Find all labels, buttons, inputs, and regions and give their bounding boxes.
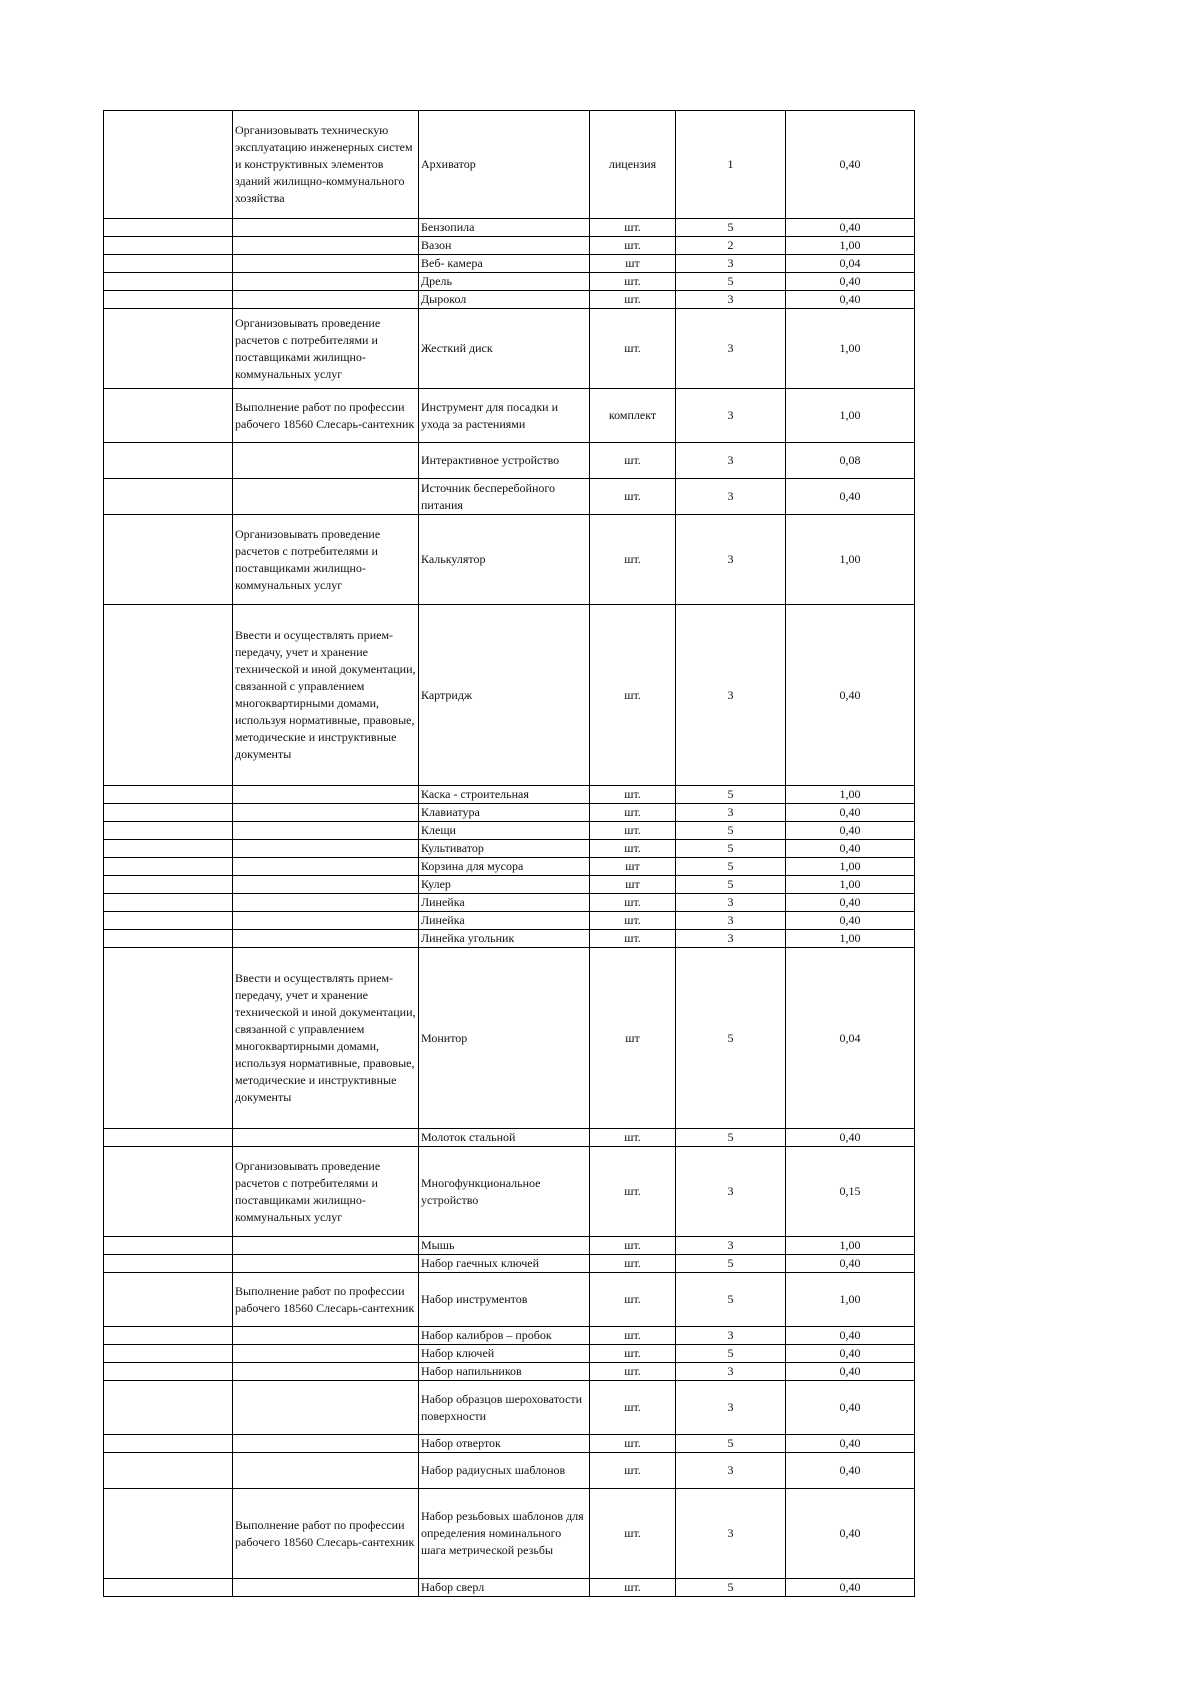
table-row xyxy=(104,1363,915,1381)
coefficient-cell: 0,08 xyxy=(786,443,915,479)
unit-cell: шт. xyxy=(590,219,676,237)
unit-cell: шт. xyxy=(590,822,676,840)
row-blank-cell xyxy=(104,1453,233,1489)
table-row xyxy=(104,930,915,948)
item-name-cell: Набор сверл xyxy=(419,1579,590,1597)
competency-cell: Выполнение работ по профессии рабочего 18560 Слесарь-сантехник xyxy=(233,1273,419,1327)
competency-cell xyxy=(233,1453,419,1489)
coefficient-cell: 0,40 xyxy=(786,111,915,219)
row-blank-cell xyxy=(104,786,233,804)
table-row xyxy=(104,1489,915,1579)
item-name-cell: Корзина для мусора xyxy=(419,858,590,876)
quantity-cell: 3 xyxy=(676,1489,786,1579)
competency-cell: Выполнение работ по профессии рабочего 18560 Слесарь-сантехник xyxy=(233,389,419,443)
item-name-cell: Инструмент для посадки и ухода за растениями xyxy=(419,389,590,443)
coefficient-cell: 1,00 xyxy=(786,389,915,443)
quantity-cell: 3 xyxy=(676,479,786,515)
coefficient-cell: 0,40 xyxy=(786,1435,915,1453)
coefficient-cell: 0,15 xyxy=(786,1147,915,1237)
row-blank-cell xyxy=(104,948,233,1129)
unit-cell: шт. xyxy=(590,1453,676,1489)
coefficient-cell: 0,40 xyxy=(786,1489,915,1579)
item-name-cell: Набор резьбовых шаблонов для определения номинального шага метрической резьбы xyxy=(419,1489,590,1579)
competency-cell xyxy=(233,273,419,291)
row-blank-cell xyxy=(104,840,233,858)
unit-cell: шт xyxy=(590,858,676,876)
quantity-cell: 5 xyxy=(676,1579,786,1597)
competency-cell xyxy=(233,443,419,479)
table-row xyxy=(104,1453,915,1489)
row-blank-cell xyxy=(104,515,233,605)
quantity-cell: 3 xyxy=(676,515,786,605)
unit-cell: лицензия xyxy=(590,111,676,219)
item-name-cell: Набор радиусных шаблонов xyxy=(419,1453,590,1489)
coefficient-cell: 0,40 xyxy=(786,804,915,822)
table-row xyxy=(104,948,915,1129)
unit-cell: шт xyxy=(590,255,676,273)
unit-cell: шт. xyxy=(590,1147,676,1237)
table-row xyxy=(104,1579,915,1597)
unit-cell: шт xyxy=(590,948,676,1129)
coefficient-cell: 0,40 xyxy=(786,1363,915,1381)
unit-cell: шт xyxy=(590,876,676,894)
competency-cell xyxy=(233,1255,419,1273)
row-blank-cell xyxy=(104,912,233,930)
quantity-cell: 3 xyxy=(676,1453,786,1489)
coefficient-cell: 1,00 xyxy=(786,515,915,605)
unit-cell: шт. xyxy=(590,1345,676,1363)
coefficient-cell: 1,00 xyxy=(786,1273,915,1327)
quantity-cell: 5 xyxy=(676,1273,786,1327)
row-blank-cell xyxy=(104,389,233,443)
coefficient-cell: 0,40 xyxy=(786,1381,915,1435)
unit-cell: шт. xyxy=(590,291,676,309)
coefficient-cell: 0,40 xyxy=(786,1327,915,1345)
quantity-cell: 3 xyxy=(676,804,786,822)
quantity-cell: 3 xyxy=(676,1237,786,1255)
unit-cell: шт. xyxy=(590,1237,676,1255)
unit-cell: шт. xyxy=(590,840,676,858)
item-name-cell: Дрель xyxy=(419,273,590,291)
table-row xyxy=(104,255,915,273)
competency-cell: Выполнение работ по профессии рабочего 18560 Слесарь-сантехник xyxy=(233,1489,419,1579)
coefficient-cell: 0,40 xyxy=(786,1453,915,1489)
competency-cell xyxy=(233,479,419,515)
unit-cell: шт. xyxy=(590,273,676,291)
item-name-cell: Набор ключей xyxy=(419,1345,590,1363)
item-name-cell: Линейка xyxy=(419,912,590,930)
competency-cell xyxy=(233,1363,419,1381)
table-row xyxy=(104,1273,915,1327)
table-row xyxy=(104,309,915,389)
item-name-cell: Многофункциональное устройство xyxy=(419,1147,590,1237)
item-name-cell: Набор инструментов xyxy=(419,1273,590,1327)
coefficient-cell: 0,04 xyxy=(786,948,915,1129)
table-row xyxy=(104,804,915,822)
coefficient-cell: 0,40 xyxy=(786,1345,915,1363)
unit-cell: шт. xyxy=(590,237,676,255)
quantity-cell: 3 xyxy=(676,930,786,948)
competency-cell xyxy=(233,858,419,876)
coefficient-cell: 1,00 xyxy=(786,309,915,389)
item-name-cell: Дырокол xyxy=(419,291,590,309)
row-blank-cell xyxy=(104,219,233,237)
item-name-cell: Веб- камера xyxy=(419,255,590,273)
unit-cell: шт. xyxy=(590,930,676,948)
table-row xyxy=(104,1345,915,1363)
coefficient-cell: 1,00 xyxy=(786,786,915,804)
table-row xyxy=(104,443,915,479)
unit-cell: шт. xyxy=(590,786,676,804)
quantity-cell: 3 xyxy=(676,894,786,912)
coefficient-cell: 1,00 xyxy=(786,1237,915,1255)
coefficient-cell: 0,40 xyxy=(786,1579,915,1597)
table-row xyxy=(104,876,915,894)
quantity-cell: 5 xyxy=(676,273,786,291)
table-row xyxy=(104,389,915,443)
table-row xyxy=(104,1327,915,1345)
quantity-cell: 3 xyxy=(676,605,786,786)
table-row xyxy=(104,1381,915,1435)
quantity-cell: 5 xyxy=(676,1345,786,1363)
item-name-cell: Архиватор xyxy=(419,111,590,219)
coefficient-cell: 0,40 xyxy=(786,479,915,515)
coefficient-cell: 0,40 xyxy=(786,822,915,840)
coefficient-cell: 0,40 xyxy=(786,894,915,912)
competency-cell xyxy=(233,912,419,930)
item-name-cell: Набор напильников xyxy=(419,1363,590,1381)
table-row xyxy=(104,840,915,858)
table-row xyxy=(104,515,915,605)
quantity-cell: 3 xyxy=(676,1381,786,1435)
competency-cell: Организовывать техническую эксплуатацию инженерных систем и конструктивных элементов зданий жилищно-коммунального хозяйства xyxy=(233,111,419,219)
coefficient-cell: 0,40 xyxy=(786,1255,915,1273)
row-blank-cell xyxy=(104,605,233,786)
competency-cell: Организовывать проведение расчетов с потребителями и поставщиками жилищно-коммунальных услуг xyxy=(233,309,419,389)
table-row xyxy=(104,291,915,309)
unit-cell: шт. xyxy=(590,1327,676,1345)
unit-cell: шт. xyxy=(590,1255,676,1273)
competency-cell xyxy=(233,894,419,912)
quantity-cell: 5 xyxy=(676,1255,786,1273)
quantity-cell: 5 xyxy=(676,1129,786,1147)
row-blank-cell xyxy=(104,111,233,219)
competency-cell xyxy=(233,1129,419,1147)
row-blank-cell xyxy=(104,1363,233,1381)
coefficient-cell: 0,40 xyxy=(786,291,915,309)
row-blank-cell xyxy=(104,1237,233,1255)
item-name-cell: Клещи xyxy=(419,822,590,840)
item-name-cell: Источник бесперебойного питания xyxy=(419,479,590,515)
coefficient-cell: 1,00 xyxy=(786,237,915,255)
competency-cell: Ввести и осуществлять прием-передачу, учет и хранение технической и иной документации, связанной с управлением многоквартирными домами, используя нормативные, правовые, методические и инструктивные документы xyxy=(233,605,419,786)
coefficient-cell: 0,04 xyxy=(786,255,915,273)
unit-cell: шт. xyxy=(590,605,676,786)
competency-cell xyxy=(233,237,419,255)
item-name-cell: Картридж xyxy=(419,605,590,786)
table-row xyxy=(104,822,915,840)
table-row xyxy=(104,912,915,930)
row-blank-cell xyxy=(104,858,233,876)
row-blank-cell xyxy=(104,273,233,291)
competency-cell xyxy=(233,1237,419,1255)
competency-cell xyxy=(233,255,419,273)
unit-cell: шт. xyxy=(590,1489,676,1579)
unit-cell: шт. xyxy=(590,912,676,930)
coefficient-cell: 0,40 xyxy=(786,912,915,930)
quantity-cell: 5 xyxy=(676,1435,786,1453)
item-name-cell: Набор отверток xyxy=(419,1435,590,1453)
row-blank-cell xyxy=(104,309,233,389)
quantity-cell: 1 xyxy=(676,111,786,219)
item-name-cell: Жесткий диск xyxy=(419,309,590,389)
table-row xyxy=(104,1129,915,1147)
unit-cell: шт. xyxy=(590,1435,676,1453)
item-name-cell: Клавиатура xyxy=(419,804,590,822)
table-row xyxy=(104,894,915,912)
competency-cell xyxy=(233,840,419,858)
competency-cell xyxy=(233,876,419,894)
item-name-cell: Линейка угольник xyxy=(419,930,590,948)
row-blank-cell xyxy=(104,1381,233,1435)
unit-cell: шт. xyxy=(590,515,676,605)
row-blank-cell xyxy=(104,443,233,479)
quantity-cell: 2 xyxy=(676,237,786,255)
competency-cell xyxy=(233,822,419,840)
row-blank-cell xyxy=(104,1129,233,1147)
row-blank-cell xyxy=(104,479,233,515)
table-row xyxy=(104,479,915,515)
table-row xyxy=(104,1237,915,1255)
unit-cell: шт. xyxy=(590,309,676,389)
quantity-cell: 5 xyxy=(676,948,786,1129)
quantity-cell: 5 xyxy=(676,822,786,840)
coefficient-cell: 0,40 xyxy=(786,219,915,237)
competency-cell: Ввести и осуществлять прием-передачу, учет и хранение технической и иной документации, связанной с управлением многоквартирными домами, используя нормативные, правовые, методические и инструктивные документы xyxy=(233,948,419,1129)
quantity-cell: 5 xyxy=(676,786,786,804)
quantity-cell: 3 xyxy=(676,389,786,443)
item-name-cell: Интерактивное устройство xyxy=(419,443,590,479)
competency-cell xyxy=(233,1345,419,1363)
competency-cell: Организовывать проведение расчетов с потребителями и поставщиками жилищно-коммунальных услуг xyxy=(233,515,419,605)
quantity-cell: 3 xyxy=(676,1327,786,1345)
row-blank-cell xyxy=(104,1579,233,1597)
row-blank-cell xyxy=(104,894,233,912)
coefficient-cell: 1,00 xyxy=(786,876,915,894)
quantity-cell: 3 xyxy=(676,291,786,309)
competency-cell xyxy=(233,1435,419,1453)
quantity-cell: 5 xyxy=(676,840,786,858)
table-row xyxy=(104,237,915,255)
coefficient-cell: 0,40 xyxy=(786,840,915,858)
item-name-cell: Кулер xyxy=(419,876,590,894)
quantity-cell: 3 xyxy=(676,912,786,930)
quantity-cell: 5 xyxy=(676,876,786,894)
row-blank-cell xyxy=(104,822,233,840)
row-blank-cell xyxy=(104,804,233,822)
competency-cell xyxy=(233,1381,419,1435)
quantity-cell: 3 xyxy=(676,309,786,389)
item-name-cell: Культиватор xyxy=(419,840,590,858)
table-row xyxy=(104,1435,915,1453)
row-blank-cell xyxy=(104,930,233,948)
coefficient-cell: 0,40 xyxy=(786,1129,915,1147)
item-name-cell: Вазон xyxy=(419,237,590,255)
quantity-cell: 3 xyxy=(676,1147,786,1237)
item-name-cell: Калькулятор xyxy=(419,515,590,605)
table-row xyxy=(104,273,915,291)
unit-cell: шт. xyxy=(590,1381,676,1435)
coefficient-cell: 1,00 xyxy=(786,930,915,948)
item-name-cell: Каска - строительная xyxy=(419,786,590,804)
item-name-cell: Бензопила xyxy=(419,219,590,237)
item-name-cell: Линейка xyxy=(419,894,590,912)
coefficient-cell: 0,40 xyxy=(786,273,915,291)
row-blank-cell xyxy=(104,1435,233,1453)
quantity-cell: 5 xyxy=(676,219,786,237)
table-row xyxy=(104,219,915,237)
row-blank-cell xyxy=(104,291,233,309)
competency-cell xyxy=(233,1579,419,1597)
coefficient-cell: 1,00 xyxy=(786,858,915,876)
unit-cell: шт. xyxy=(590,804,676,822)
equipment-table-body xyxy=(104,111,915,1597)
table-row xyxy=(104,1147,915,1237)
unit-cell: шт. xyxy=(590,894,676,912)
row-blank-cell xyxy=(104,255,233,273)
quantity-cell: 5 xyxy=(676,858,786,876)
unit-cell: комплект xyxy=(590,389,676,443)
unit-cell: шт. xyxy=(590,1579,676,1597)
competency-cell xyxy=(233,219,419,237)
equipment-table xyxy=(103,110,915,1597)
row-blank-cell xyxy=(104,237,233,255)
table-row xyxy=(104,605,915,786)
competency-cell xyxy=(233,804,419,822)
row-blank-cell xyxy=(104,1327,233,1345)
row-blank-cell xyxy=(104,1273,233,1327)
item-name-cell: Молоток стальной xyxy=(419,1129,590,1147)
unit-cell: шт. xyxy=(590,1129,676,1147)
row-blank-cell xyxy=(104,1255,233,1273)
coefficient-cell: 0,40 xyxy=(786,605,915,786)
row-blank-cell xyxy=(104,876,233,894)
competency-cell xyxy=(233,930,419,948)
quantity-cell: 3 xyxy=(676,255,786,273)
quantity-cell: 3 xyxy=(676,1363,786,1381)
unit-cell: шт. xyxy=(590,1273,676,1327)
item-name-cell: Набор гаечных ключей xyxy=(419,1255,590,1273)
competency-cell: Организовывать проведение расчетов с потребителями и поставщиками жилищно-коммунальных услуг xyxy=(233,1147,419,1237)
table-row xyxy=(104,111,915,219)
competency-cell xyxy=(233,1327,419,1345)
table-row xyxy=(104,786,915,804)
unit-cell: шт. xyxy=(590,479,676,515)
unit-cell: шт. xyxy=(590,1363,676,1381)
unit-cell: шт. xyxy=(590,443,676,479)
item-name-cell: Монитор xyxy=(419,948,590,1129)
table-row xyxy=(104,1255,915,1273)
competency-cell xyxy=(233,291,419,309)
table-row xyxy=(104,858,915,876)
item-name-cell: Мышь xyxy=(419,1237,590,1255)
competency-cell xyxy=(233,786,419,804)
item-name-cell: Набор образцов шероховатости поверхности xyxy=(419,1381,590,1435)
quantity-cell: 3 xyxy=(676,443,786,479)
row-blank-cell xyxy=(104,1345,233,1363)
row-blank-cell xyxy=(104,1489,233,1579)
row-blank-cell xyxy=(104,1147,233,1237)
item-name-cell: Набор калибров – пробок xyxy=(419,1327,590,1345)
